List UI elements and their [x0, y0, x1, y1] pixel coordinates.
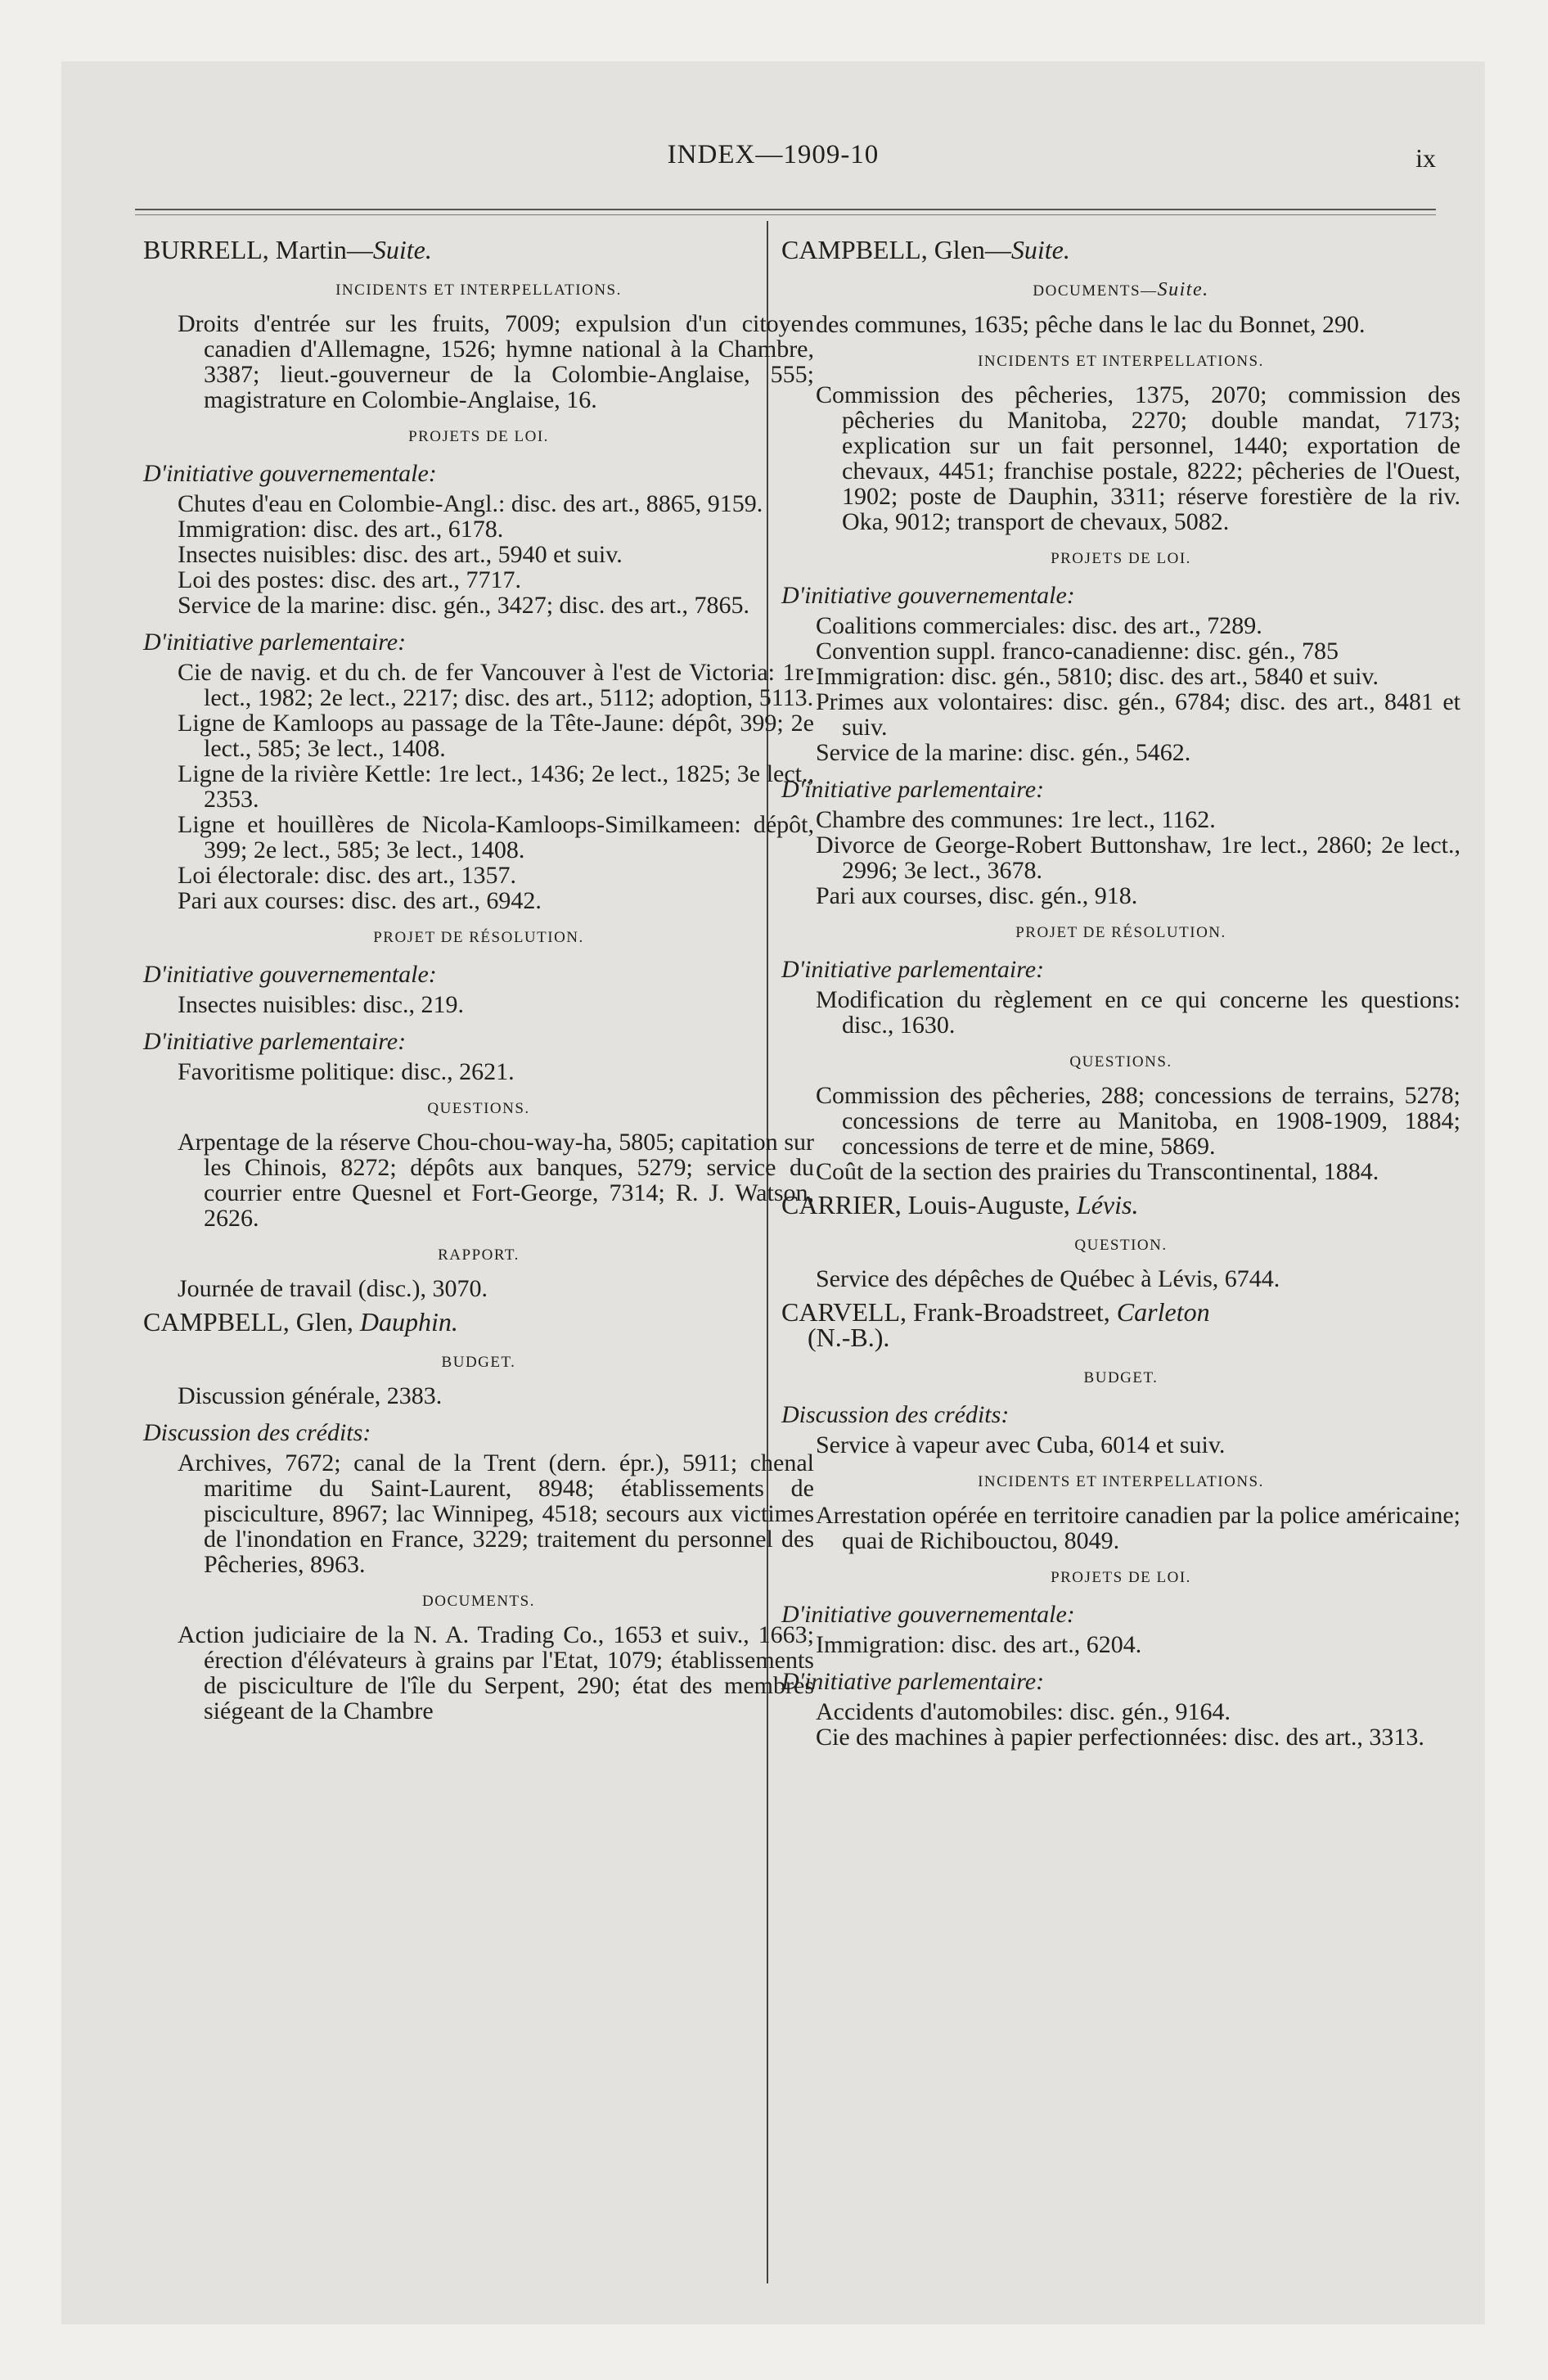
list-item: Service de la marine: disc. gén., 3427; disc. des art., 7865.	[178, 592, 749, 619]
list-item: Chutes d'eau en Colombie-Angl.: disc. des art., 8865, 9159.	[178, 490, 763, 517]
list-item: Favoritisme politique: disc., 2621.	[178, 1058, 515, 1085]
subheading: D'initiative parlementaire:	[143, 1028, 407, 1055]
subheading: D'initiative gouvernementale:	[781, 582, 1075, 609]
section-heading: BUDGET.	[1083, 1369, 1159, 1386]
list-item: Modification du règlement en ce qui concerne les questions: disc., 1630.	[816, 986, 1460, 1039]
section-heading: PROJETS DE LOI.	[1051, 1569, 1191, 1586]
name-text: BURRELL, Martin—	[143, 235, 373, 264]
list-item: Coût de la section des prairies du Transcontinental, 1884.	[816, 1158, 1379, 1185]
list-item: Ligne et houillères de Nicola-Kamloops-Similkameen: dépôt, 399; 2e lect., 585; 3e lect., 1408.	[178, 811, 814, 863]
list-item: Immigration: disc. des art., 6178.	[178, 516, 504, 543]
running-title: INDEX—1909-10	[667, 140, 880, 169]
incidents-text: Droits d'entrée sur les fruits, 7009; expulsion d'un citoyen canadien d'Allemagne, 1526; hymne national à la Chambre, 3387; lieut.-gouverneur de la Colombie-Anglaise, 555; magistrature en Colombie-Anglaise, 16.	[178, 310, 814, 413]
section-heading: QUESTIONS.	[427, 1100, 530, 1117]
list-item: Primes aux volontaires: disc. gén., 6784; disc. des art., 8481 et suiv.	[816, 688, 1460, 741]
incidents-text: Arrestation opérée en territoire canadien par la police américaine; quai de Richibouctou, 8049.	[816, 1502, 1460, 1554]
list-item: Service à vapeur avec Cuba, 6014 et suiv.	[816, 1431, 1226, 1458]
entry-name-campbell	[143, 1309, 814, 1335]
documents-text: des communes, 1635; pêche dans le lac du Bonnet, 290.	[816, 311, 1366, 338]
list-item: Cie des machines à papier perfectionnées: disc. des art., 3313.	[816, 1724, 1424, 1751]
list-item: Accidents d'automobiles: disc. gén., 9164.	[816, 1698, 1231, 1725]
left-column	[143, 237, 814, 1724]
list-item: Coalitions commerciales: disc. des art., 7289.	[816, 612, 1262, 639]
list-item: Loi des postes: disc. des art., 7717.	[178, 566, 521, 593]
subheading: D'initiative parlementaire:	[781, 956, 1045, 983]
entry-name-carvell	[781, 1297, 1460, 1352]
riding-name: Lévis.	[1076, 1190, 1139, 1219]
list-item: Immigration: disc. gén., 5810; disc. des art., 5840 et suiv.	[816, 663, 1379, 690]
riding-name: Dauphin.	[359, 1307, 458, 1336]
riding-province: (N.-B.).	[808, 1323, 890, 1352]
subheading: D'initiative gouvernementale:	[143, 961, 437, 988]
subheading: D'initiative parlementaire:	[781, 1668, 1045, 1695]
questions-text: Arpentage de la réserve Chou-chou-way-ha, 5805; capitation sur les Chinois, 8272; dépôts aux banques, 5279; service du courrier entre Quesnel et Fort-George, 7314; R. J. Watson, 2626.	[178, 1129, 814, 1232]
subheading: D'initiative parlementaire:	[781, 776, 1045, 803]
name-text: CARVELL, Frank-Broadstreet,	[781, 1297, 1117, 1327]
subheading: Discussion des crédits:	[781, 1401, 1010, 1428]
section-heading: BUDGET.	[441, 1354, 516, 1371]
section-heading: PROJET DE RÉSOLUTION.	[373, 929, 584, 946]
list-item: Ligne de la rivière Kettle: 1re lect., 1436; 2e lect., 1825; 3e lect., 2353.	[178, 760, 814, 813]
page-number: ix	[1415, 143, 1436, 173]
section-heading: QUESTIONS.	[1069, 1053, 1172, 1071]
header-rule	[135, 209, 1436, 210]
credits-text: Archives, 7672; canal de la Trent (dern. épr.), 5911; chenal maritime du Saint-Laurent, 8948; établissements de pisciculture, 8967; lac Winnipeg, 4518; secours aux victimes de l'inondation en France, 3229; traitement du personnel des Pêcheries, 8963.	[178, 1449, 814, 1578]
entry-name-burrell	[143, 237, 814, 263]
section-heading: INCIDENTS ET INTERPELLATIONS.	[335, 282, 622, 299]
subheading: D'initiative parlementaire:	[143, 629, 407, 656]
list-item: Pari aux courses: disc. des art., 6942.	[178, 887, 542, 914]
incidents-text: Commission des pêcheries, 1375, 2070; commission des pêcheries du Manitoba, 2270; double mandat, 7173; explication sur un fait personnel, 1440; exportation de chevaux, 4451; franchise postale, 8222; pêcheries de l'Ouest, 1902; poste de Dauphin, 3311; réserve forestière de la riv. Oka, 9012; transport de chevaux, 5082.	[816, 381, 1460, 535]
section-text: DOCUMENTS—	[1033, 282, 1158, 300]
section-suffix: Suite.	[1157, 279, 1209, 300]
subheading: Discussion des crédits:	[143, 1419, 371, 1446]
section-heading: DOCUMENTS.	[422, 1593, 535, 1610]
section-heading: INCIDENTS ET INTERPELLATIONS.	[978, 353, 1264, 370]
section-heading: INCIDENTS ET INTERPELLATIONS.	[978, 1473, 1264, 1490]
name-text: CARRIER, Louis-Auguste,	[781, 1190, 1077, 1219]
name-text: CAMPBELL, Glen,	[143, 1307, 360, 1336]
section-heading: QUESTION.	[1074, 1237, 1168, 1254]
section-heading: RAPPORT.	[438, 1246, 520, 1264]
list-item: Immigration: disc. des art., 6204.	[816, 1631, 1142, 1658]
list-item: Commission des pêcheries, 288; concessions de terrains, 5278; concessions de terre au Manitoba, en 1908-1909, 1884; concessions de terre et de mine, 5869.	[816, 1082, 1460, 1160]
riding-name: Carleton	[1116, 1297, 1210, 1327]
name-suffix: Suite.	[372, 235, 432, 264]
name-text: CAMPBELL, Glen—	[781, 235, 1011, 264]
subheading: D'initiative gouvernementale:	[143, 460, 437, 487]
list-item: Journée de travail (disc.), 3070.	[178, 1275, 488, 1302]
section-heading: PROJET DE RÉSOLUTION.	[1015, 924, 1226, 941]
entry-name-campbell-suite	[781, 237, 1460, 263]
list-item: Convention suppl. franco-canadienne: disc. gén., 785	[816, 638, 1339, 665]
list-item: Cie de navig. et du ch. de fer Vancouver à l'est de Victoria: 1re lect., 1982; 2e lect., 2217; disc. des art., 5112; adoption, 5113.	[178, 659, 814, 711]
list-item: Insectes nuisibles: disc. des art., 5940 et suiv.	[178, 541, 623, 568]
page-header	[61, 140, 1485, 192]
list-item: Loi électorale: disc. des art., 1357.	[178, 862, 517, 889]
name-suffix: Suite.	[1010, 235, 1070, 264]
list-item: Service de la marine: disc. gén., 5462.	[816, 739, 1191, 766]
documents-text: Action judiciaire de la N. A. Trading Co., 1653 et suiv., 1663; érection d'élévateurs à grains par l'Etat, 1079; établissements de pisciculture de l'île du Serpent, 290; état des membres siégeant de la Chambre	[178, 1621, 814, 1724]
list-item: Ligne de Kamloops au passage de la Tête-Jaune: dépôt, 399; 2e lect., 585; 3e lect., 1408.	[178, 710, 814, 762]
list-item: Pari aux courses, disc. gén., 918.	[816, 882, 1138, 909]
section-heading: PROJETS DE LOI.	[1051, 550, 1191, 567]
right-column	[781, 237, 1460, 1750]
document-page	[61, 61, 1485, 2324]
list-item: Service des dépêches de Québec à Lévis, 6744.	[816, 1265, 1280, 1292]
subheading: D'initiative gouvernementale:	[781, 1601, 1075, 1628]
list-item: Insectes nuisibles: disc., 219.	[178, 991, 464, 1018]
header-rule-thin	[135, 214, 1436, 215]
list-item: Discussion générale, 2383.	[178, 1382, 443, 1409]
list-item: Chambre des communes: 1re lect., 1162.	[816, 806, 1216, 833]
section-heading: PROJETS DE LOI.	[408, 428, 549, 445]
list-item: Divorce de George-Robert Buttonshaw, 1re lect., 2860; 2e lect., 2996; 3e lect., 3678.	[816, 832, 1460, 884]
entry-name-carrier	[781, 1192, 1460, 1218]
section-heading	[781, 277, 1460, 304]
